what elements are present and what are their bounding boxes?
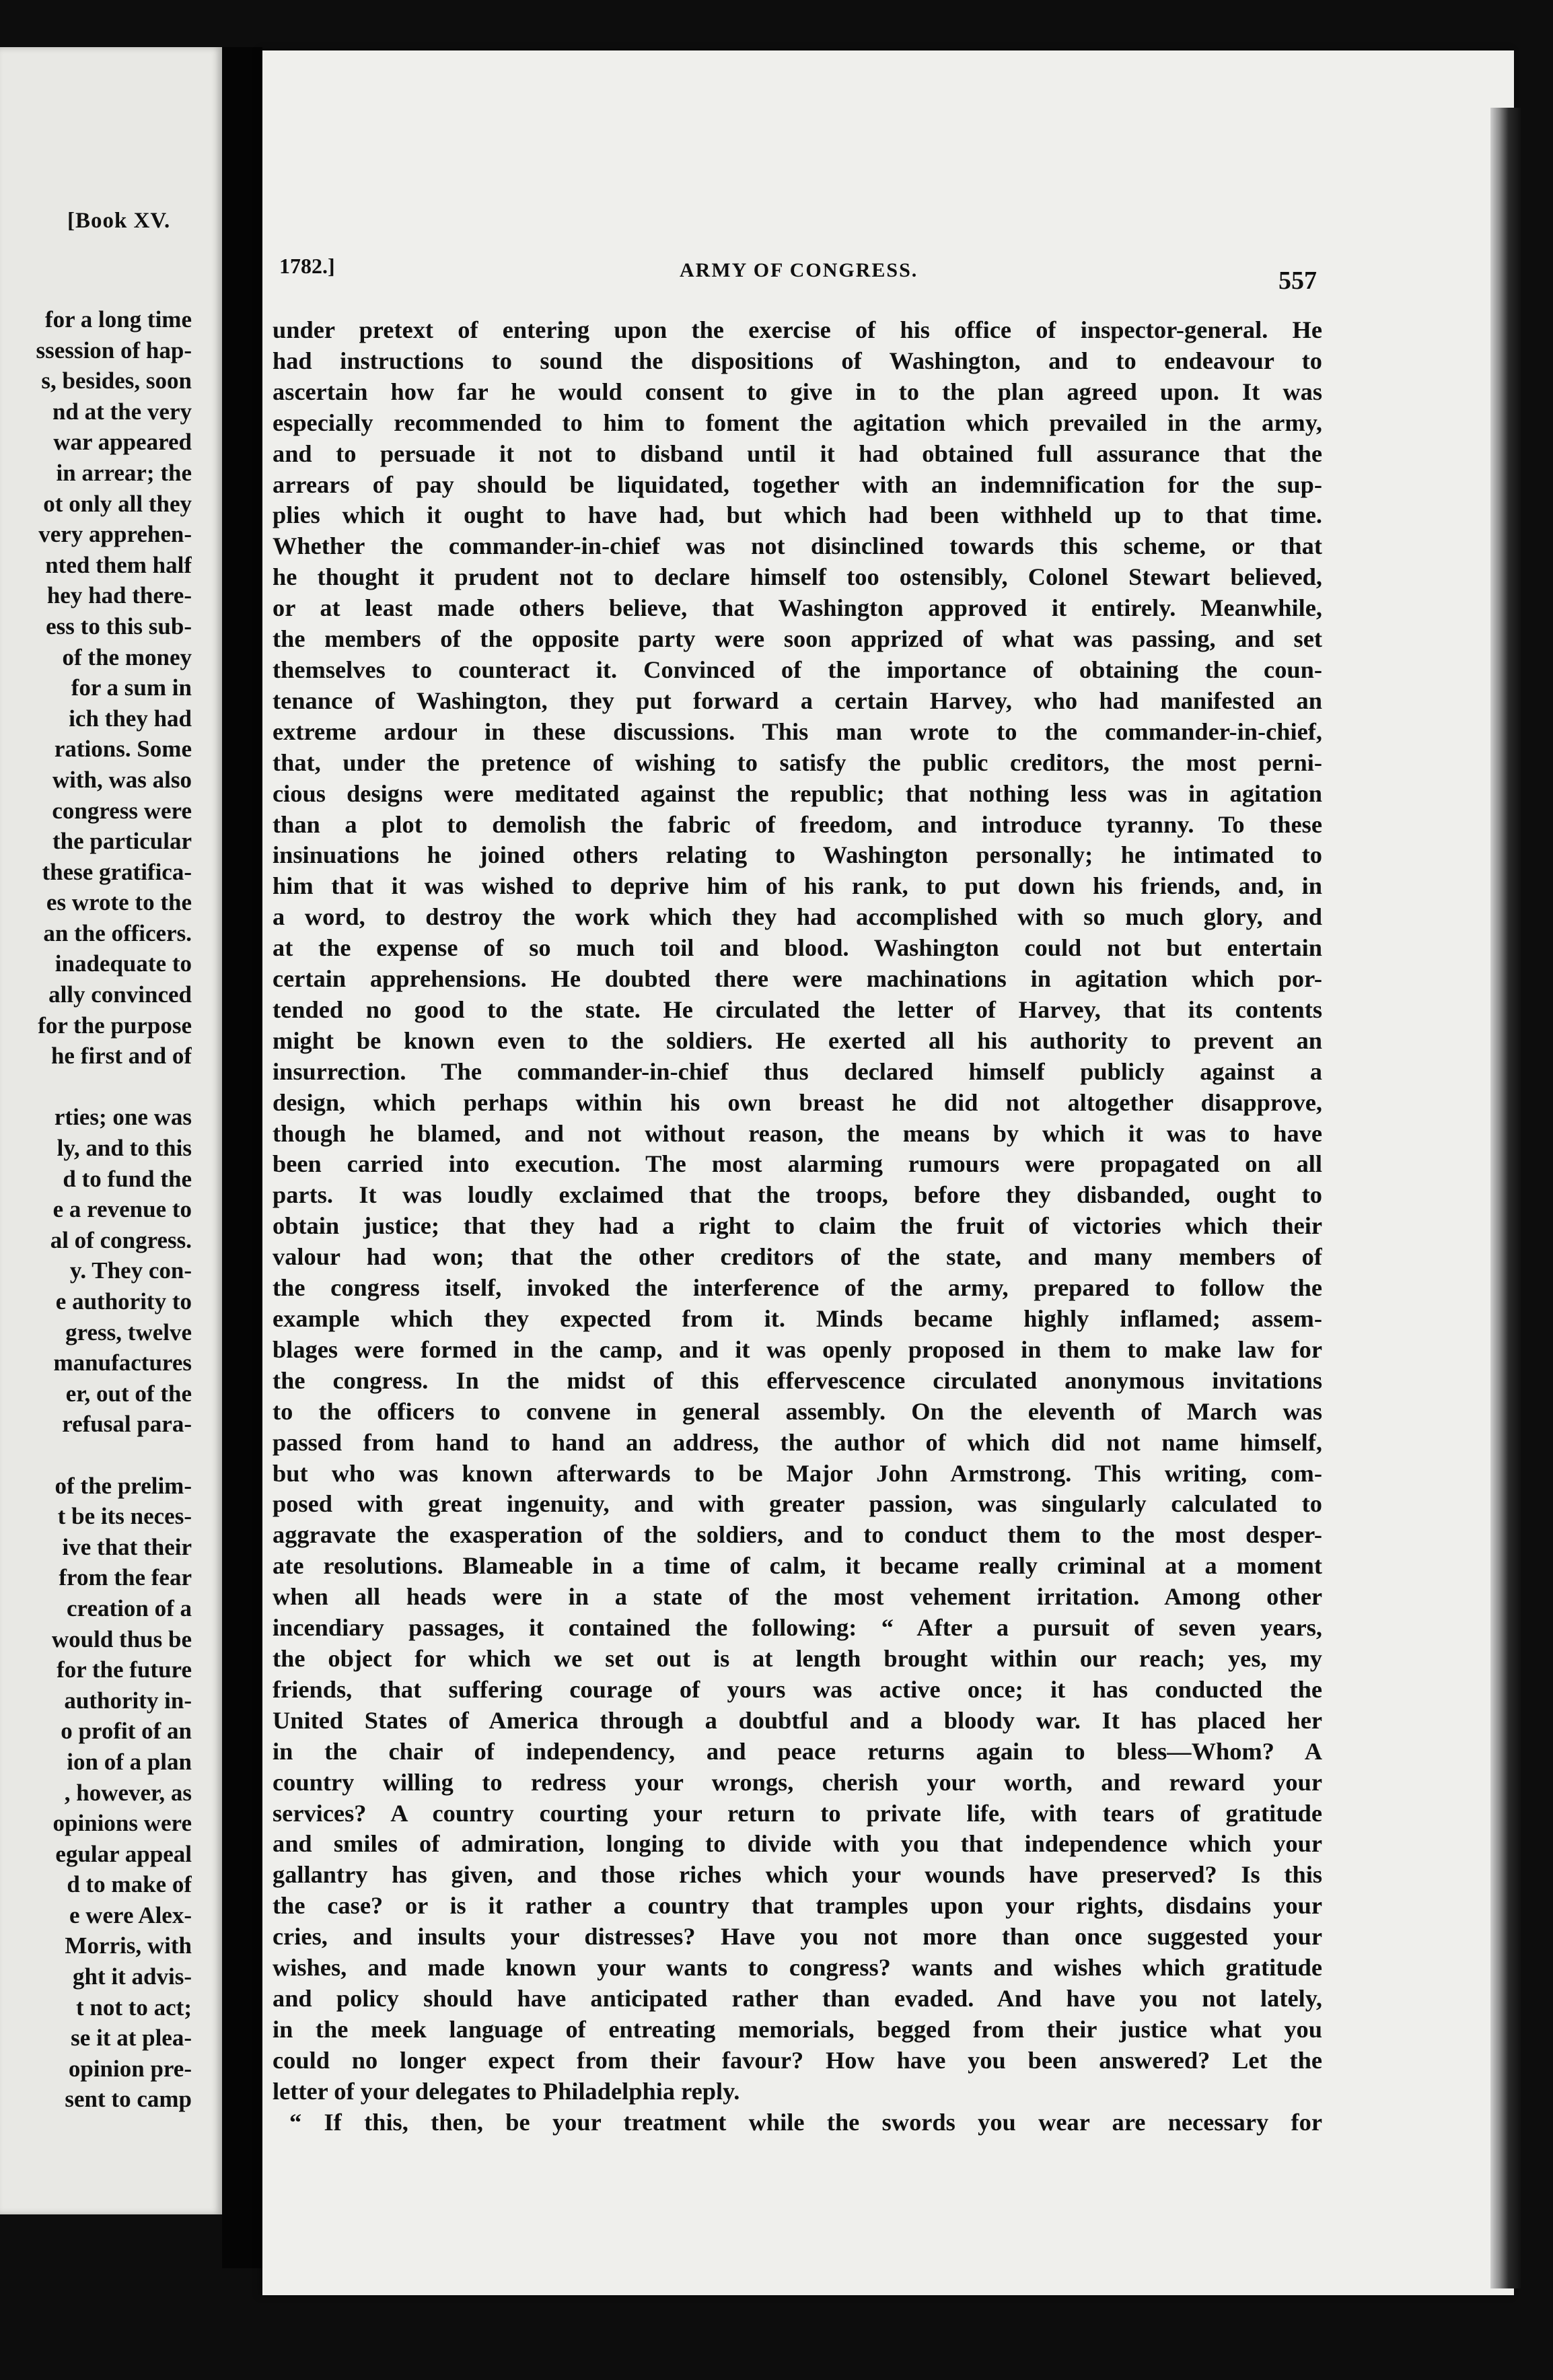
left-text-line: d to fund the — [63, 1165, 192, 1192]
text-line: insurrection. The commander-in-chief thus declared himself publicly against a — [273, 1057, 1322, 1085]
text-line: the congress itself, invoked the interference of the army, prepared to follow the — [273, 1274, 1322, 1302]
text-line: services? A country courting your return to private life, with tears of gratitude — [273, 1799, 1322, 1827]
left-text-line — [0, 1440, 192, 1471]
left-text-line: with, was also — [52, 766, 192, 793]
left-text-line: these gratifica- — [42, 858, 192, 885]
text-line: he thought it prudent not to declare himself too ostensibly, Colonel Stewart believed, — [273, 563, 1322, 591]
left-text-line: sent to camp — [65, 2086, 192, 2113]
left-text-line: for a sum in — [71, 674, 192, 701]
left-running-head: [Book XV. — [67, 209, 171, 233]
text-line: ascertain how far he would consent to give in to the plan agreed upon. It was — [273, 378, 1322, 405]
left-text-line: d to make of — [67, 1871, 192, 1898]
text-line: arrears of pay should be liquidated, together with an indemnification for the sup- — [273, 470, 1322, 498]
text-line: especially recommended to him to foment the agitation which prevailed in the army, — [273, 409, 1322, 436]
text-line: posed with great ingenuity, and with greater passion, was singularly calculated to — [273, 1490, 1322, 1518]
text-line: country willing to redress your wrongs, cherish your worth, and reward your — [273, 1768, 1322, 1796]
running-header — [262, 252, 1339, 293]
left-text-line: manufactures — [53, 1350, 192, 1376]
left-text-line: he first and of — [50, 1043, 192, 1070]
text-line: gallantry has given, and those riches which your wounds have preserved? Is this — [273, 1861, 1322, 1889]
left-text-line: e authority to — [55, 1288, 192, 1315]
left-text-line: for a long time — [44, 306, 192, 332]
text-line: in the chair of independency, and peace returns again to bless—Whom? A — [273, 1737, 1322, 1765]
left-text-line: would thus be — [51, 1625, 192, 1652]
text-line: design, which perhaps within his own breast he did not altogether disapprove, — [273, 1088, 1322, 1116]
left-text-line: from the fear — [59, 1564, 192, 1591]
text-line: in the meek language of entreating memorials, begged from their justice what you — [273, 2015, 1322, 2043]
left-text-line: se it at plea- — [71, 2025, 192, 2052]
text-line: the members of the opposite party were soon apprized of what was passing, and set — [273, 625, 1322, 653]
main-page — [262, 50, 1514, 2295]
left-text-line: of the prelim- — [55, 1472, 192, 1499]
left-text-line: refusal para- — [62, 1411, 192, 1438]
text-line: the case? or is it rather a country that tramples upon your rights, disdains your — [273, 1892, 1322, 1920]
left-text-line: for the purpose — [38, 1012, 192, 1039]
text-line: that, under the pretence of wishing to satisfy the public creditors, the most perni- — [273, 748, 1322, 776]
text-line: and policy should have anticipated rather than evaded. And have you not lately, — [273, 1984, 1322, 2012]
book-gutter — [222, 47, 262, 2268]
text-line: certain apprehensions. He doubted there were machinations in agitation which por- — [273, 965, 1322, 993]
text-line: passed from hand to hand an address, the author of which did not name himself, — [273, 1428, 1322, 1456]
text-line: a word, to destroy the work which they had accomplished with so much glory, and — [273, 903, 1322, 931]
text-line: tended no good to the state. He circulated the letter of Harvey, that its contents — [273, 995, 1322, 1023]
text-line: the congress. In the midst of this effervescence circulated anonymous invitations — [273, 1366, 1322, 1394]
text-line: example which they expected from it. Minds became highly inflamed; assem- — [273, 1305, 1322, 1332]
left-text-line: ich they had — [69, 705, 192, 732]
text-line: extreme ardour in these discussions. This man wrote to the commander-in-chief, — [273, 718, 1322, 745]
text-line: United States of America through a doubtful and a bloody war. It has placed her — [273, 1706, 1322, 1734]
left-text-line: o profit of an — [61, 1718, 192, 1745]
page-number: 557 — [1278, 267, 1317, 295]
left-text-line: authority in- — [64, 1687, 192, 1714]
text-line: obtain justice; that they had a right to claim the fruit of victories which their — [273, 1212, 1322, 1240]
text-line: and smiles of admiration, longing to divide with you that independence which your — [273, 1830, 1322, 1858]
left-text-line: ly, and to this — [57, 1135, 192, 1162]
text-line: cious designs were meditated against the republic; that nothing less was in agitation — [273, 779, 1322, 807]
left-text-line: ive that their — [62, 1533, 192, 1560]
header-title: ARMY OF CONGRESS. — [680, 259, 918, 281]
text-line: than a plot to demolish the fabric of freedom, and introduce tyranny. To these — [273, 810, 1322, 838]
left-text-line: er, out of the — [65, 1380, 192, 1407]
left-text-line: opinion pre- — [68, 2055, 192, 2082]
left-text-line: , however, as — [64, 1779, 192, 1806]
left-text-line: ion of a plan — [67, 1748, 192, 1775]
text-line: letter of your delegates to Philadelphia reply. — [273, 2077, 740, 2105]
text-line: cries, and insults your distresses? Have you not more than once suggested your — [273, 1923, 1322, 1951]
text-line: him that it was wished to deprive him of his rank, to put down his friends, and, in — [273, 872, 1322, 900]
page-edge — [1490, 108, 1521, 2288]
header-year: 1782.] — [279, 254, 335, 278]
text-line: when all heads were in a state of the most vehement irritation. Among other — [273, 1583, 1322, 1611]
text-line: the object for which we set out is at length brought within our reach; yes, my — [273, 1644, 1322, 1672]
text-line: and to persuade it not to disband until it had obtained full assurance that the — [273, 440, 1322, 467]
left-text-line: ot only all they — [43, 490, 192, 517]
text-line: at the expense of so much toil and blood. Washington could not but entertain — [273, 934, 1322, 962]
text-line: plies which it ought to have had, but which had been withheld up to that time. — [273, 501, 1322, 529]
text-line: friends, that suffering courage of yours was active once; it has conducted the — [273, 1675, 1322, 1703]
left-text-line: ess to this sub- — [46, 612, 192, 639]
text-line: or at least made others believe, that Washington approved it entirely. Meanwhile, — [273, 594, 1322, 622]
text-line: Whether the commander-in-chief was not disinclined towards this scheme, or that — [273, 532, 1322, 560]
left-text-line: opinions were — [52, 1810, 192, 1837]
left-text-line: in arrear; the — [56, 459, 192, 486]
left-text-line: t not to act; — [75, 1994, 192, 2021]
text-line: under pretext of entering upon the exercise of his office of inspector-general. He — [273, 316, 1322, 343]
text-line: valour had won; that the other creditors of the state, and many members of — [273, 1243, 1322, 1271]
text-line: aggravate the exasperation of the soldiers, and to conduct them to the most desper- — [273, 1521, 1322, 1549]
left-text-line: ssession of hap- — [36, 337, 192, 363]
left-text-line: for the future — [57, 1656, 192, 1683]
left-facing-page — [0, 47, 222, 2214]
left-text-line: nted them half — [45, 551, 192, 578]
left-text-line: nd at the very — [52, 398, 192, 425]
left-text-line: gress, twelve — [65, 1319, 192, 1345]
text-line: been carried into execution. The most alarming rumours were propagated on all — [273, 1150, 1322, 1178]
left-text-line: e were Alex- — [69, 1901, 192, 1928]
left-text-line: y. They con- — [69, 1257, 192, 1284]
text-line: though he blamed, and not without reason, the means by which it was to have — [273, 1119, 1322, 1147]
left-text-line: hey had there- — [46, 582, 192, 609]
text-line: “ If this, then, be your treatment while the swords you wear are necessary for — [289, 2108, 1322, 2136]
text-line: wishes, and made known your wants to congress? wants and wishes which gratitude — [273, 1954, 1322, 1982]
left-text-line: inadequate to — [55, 950, 192, 977]
text-line: blages were formed in the camp, and it was openly proposed in them to make law for — [273, 1335, 1322, 1363]
left-text-line: rations. Some — [54, 736, 192, 763]
left-text-line: t be its neces- — [57, 1503, 192, 1530]
text-line: might be known even to the soldiers. He exerted all his authority to prevent an — [273, 1026, 1322, 1054]
text-line: could no longer expect from their favour? How have you been answered? Let the — [273, 2046, 1322, 2074]
left-text-line: an the officers. — [43, 919, 192, 946]
left-text-line: es wrote to the — [46, 889, 192, 916]
text-line: to the officers to convene in general assembly. On the eleventh of March was — [273, 1397, 1322, 1425]
left-text-line: e a revenue to — [52, 1196, 192, 1223]
left-text-line: ally convinced — [48, 981, 192, 1008]
left-text-line: congress were — [52, 797, 192, 824]
text-line: tenance of Washington, they put forward a certain Harvey, who had manifested an — [273, 687, 1322, 714]
left-text-line: al of congress. — [50, 1226, 192, 1253]
text-line: ate resolutions. Blameable in a time of calm, it became really criminal at a moment — [273, 1552, 1322, 1580]
left-text-line: ght it advis- — [73, 1963, 192, 1990]
left-text-line: very apprehen- — [38, 521, 192, 548]
left-text-line: egular appeal — [55, 1840, 192, 1867]
left-text-line: war appeared — [53, 429, 192, 456]
text-line: had instructions to sound the dispositions of Washington, and to endeavour to — [273, 347, 1322, 374]
left-text-line: Morris, with — [65, 1932, 192, 1959]
left-text-line: creation of a — [67, 1595, 192, 1621]
left-text-line: of the money — [62, 643, 192, 670]
left-text-line: the particular — [52, 828, 192, 855]
left-text-line: rties; one was — [54, 1104, 192, 1131]
text-line: but who was known afterwards to be Major John Armstrong. This writing, com- — [273, 1459, 1322, 1487]
text-line: incendiary passages, it contained the following: “ After a pursuit of seven years, — [273, 1614, 1322, 1642]
text-line: parts. It was loudly exclaimed that the troops, before they disbanded, ought to — [273, 1181, 1322, 1209]
text-line: themselves to counteract it. Convinced of the importance of obtaining the coun- — [273, 656, 1322, 683]
body-text — [273, 315, 1322, 2138]
left-text-line — [0, 1072, 192, 1102]
left-page-text — [0, 304, 192, 2115]
text-line: insinuations he joined others relating to Washington personally; he intimated to — [273, 841, 1322, 869]
left-text-line: s, besides, soon — [41, 368, 192, 394]
